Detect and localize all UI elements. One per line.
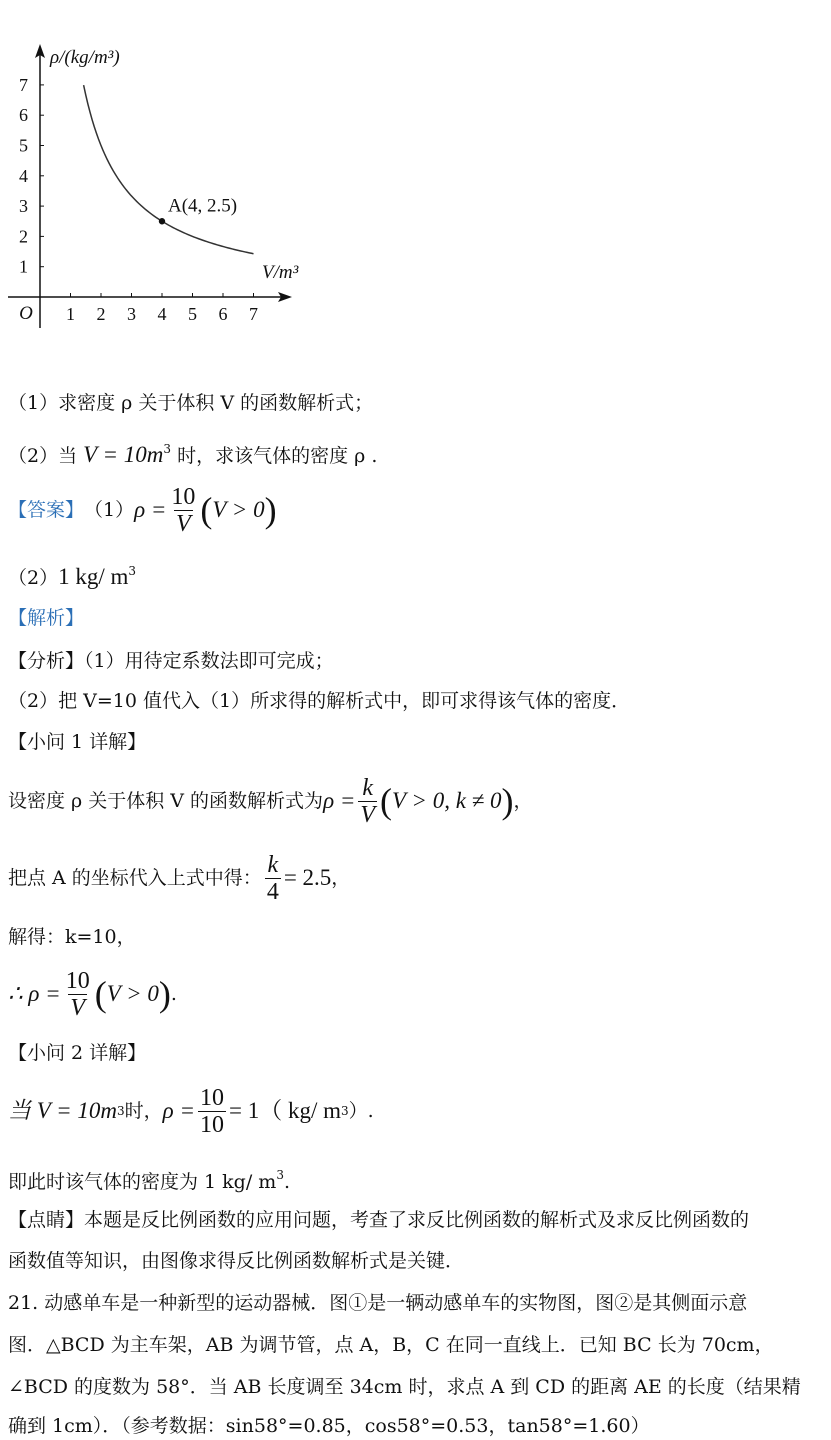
curve-line bbox=[84, 85, 254, 254]
answer-tag: 【答案】 bbox=[8, 499, 85, 521]
answer-line: 【答案】 （1） ρ = $\frac{10}{V}$ ( V > 0 ) bbox=[8, 483, 277, 537]
fraction: $\frac{k}{V}$ bbox=[360, 774, 376, 828]
x-tick-label: 3 bbox=[127, 304, 136, 324]
q21-line-3: ∠BCD 的度数为 58°．当 AB 长度调至 34cm 时，求点 A 到 CD 的距离 AE 的长度（结果精 bbox=[8, 1376, 801, 1398]
y-tick-label: 6 bbox=[19, 105, 28, 126]
y-tick-label: 7 bbox=[19, 74, 28, 95]
sub2-line-1: 当 V = 10m 3 时， ρ = $\frac{10}{10}$ = 1（ kg/ m 3 ）. bbox=[8, 1084, 374, 1138]
fraction: $\frac{10}{V}$ bbox=[171, 483, 196, 537]
sub2-line-2: 即此时该气体的密度为 1 kg/ $m^3$. bbox=[8, 1168, 290, 1193]
y-tick-label: 5 bbox=[19, 135, 28, 156]
answer-part-2: （2）1 kg/ $m^3$ bbox=[8, 564, 137, 589]
fraction: $\frac{k}{4}$ bbox=[266, 851, 279, 905]
sub1-line-2: 把点 A 的坐标代入上式中得： $\frac{k}{4}$ = 2.5 ， bbox=[8, 851, 351, 905]
x-tick-label: 5 bbox=[188, 304, 197, 324]
sub1-line-1: 设密度 ρ 关于体积 V 的函数解析式为 ρ = $\frac{k}{V}$ ( V > 0, k ≠ 0 ) ， bbox=[8, 774, 533, 828]
y-tick-label: 1 bbox=[19, 256, 28, 277]
x-tick-label: 2 bbox=[96, 304, 106, 324]
sub1-line-3: 解得：k=10， bbox=[8, 926, 136, 948]
x-tick-label: 4 bbox=[157, 304, 167, 324]
x-tick-label: 7 bbox=[249, 304, 258, 324]
origin-label: O bbox=[19, 303, 33, 324]
analysis-line-1: 【分析】（1）用待定系数法即可完成； bbox=[8, 650, 334, 672]
y-tick-label: 4 bbox=[19, 165, 28, 186]
comment-line-1: 【点睛】本题是反比例函数的应用问题，考查了求反比例函数的解析式及求反比例函数的 bbox=[8, 1209, 750, 1231]
comment-line-2: 函数值等知识，由图像求得反比例函数解析式是关键． bbox=[8, 1250, 465, 1272]
fraction: $\frac{10}{10}$ bbox=[199, 1084, 224, 1138]
q21-line-2: 图．△BCD 为主车架，AB 为调节管，点 A，B，C 在同一直线上．已知 BC 长为 70cm， bbox=[8, 1334, 774, 1356]
y-axis-label: ρ/(kg/m³) bbox=[50, 47, 120, 68]
question-part-2: （2）当 $V = 10m^3$ 时，求该气体的密度 ρ . bbox=[8, 442, 378, 467]
y-tick-label: 3 bbox=[19, 196, 28, 217]
q21-line-4: 确到 1cm）．（参考数据：sin58°=0.85，cos58°=0.53，tan58°=1.60） bbox=[8, 1415, 650, 1437]
q21-line-1: 21. 动感单车是一种新型的运动器械．图①是一辆动感单车的实物图，图②是其侧面示意 bbox=[8, 1292, 748, 1314]
x-tick-label: 6 bbox=[218, 304, 228, 324]
sub1-line-4: ∴ ρ = $\frac{10}{V}$ ( V > 0 ) . bbox=[8, 967, 177, 1021]
point-a-label: A(4, 2.5) bbox=[168, 195, 238, 217]
x-tick-label: 1 bbox=[66, 304, 75, 324]
y-tick-label: 2 bbox=[19, 226, 28, 247]
analysis-tag: 【解析】 bbox=[8, 607, 85, 629]
sub2-title: 【小问 2 详解】 bbox=[8, 1042, 147, 1064]
analysis-line-2: （2）把 V=10 值代入（1）所求得的解析式中，即可求得该气体的密度． bbox=[8, 690, 631, 712]
density-volume-graph bbox=[0, 38, 331, 368]
question-part-1: （1）求密度 ρ 关于体积 V 的函数解析式； bbox=[8, 392, 374, 414]
x-axis-label: V/m³ bbox=[262, 262, 299, 283]
fraction: $\frac{10}{V}$ bbox=[65, 967, 90, 1021]
point-a-marker bbox=[159, 218, 165, 224]
sub1-title: 【小问 1 详解】 bbox=[8, 731, 147, 753]
